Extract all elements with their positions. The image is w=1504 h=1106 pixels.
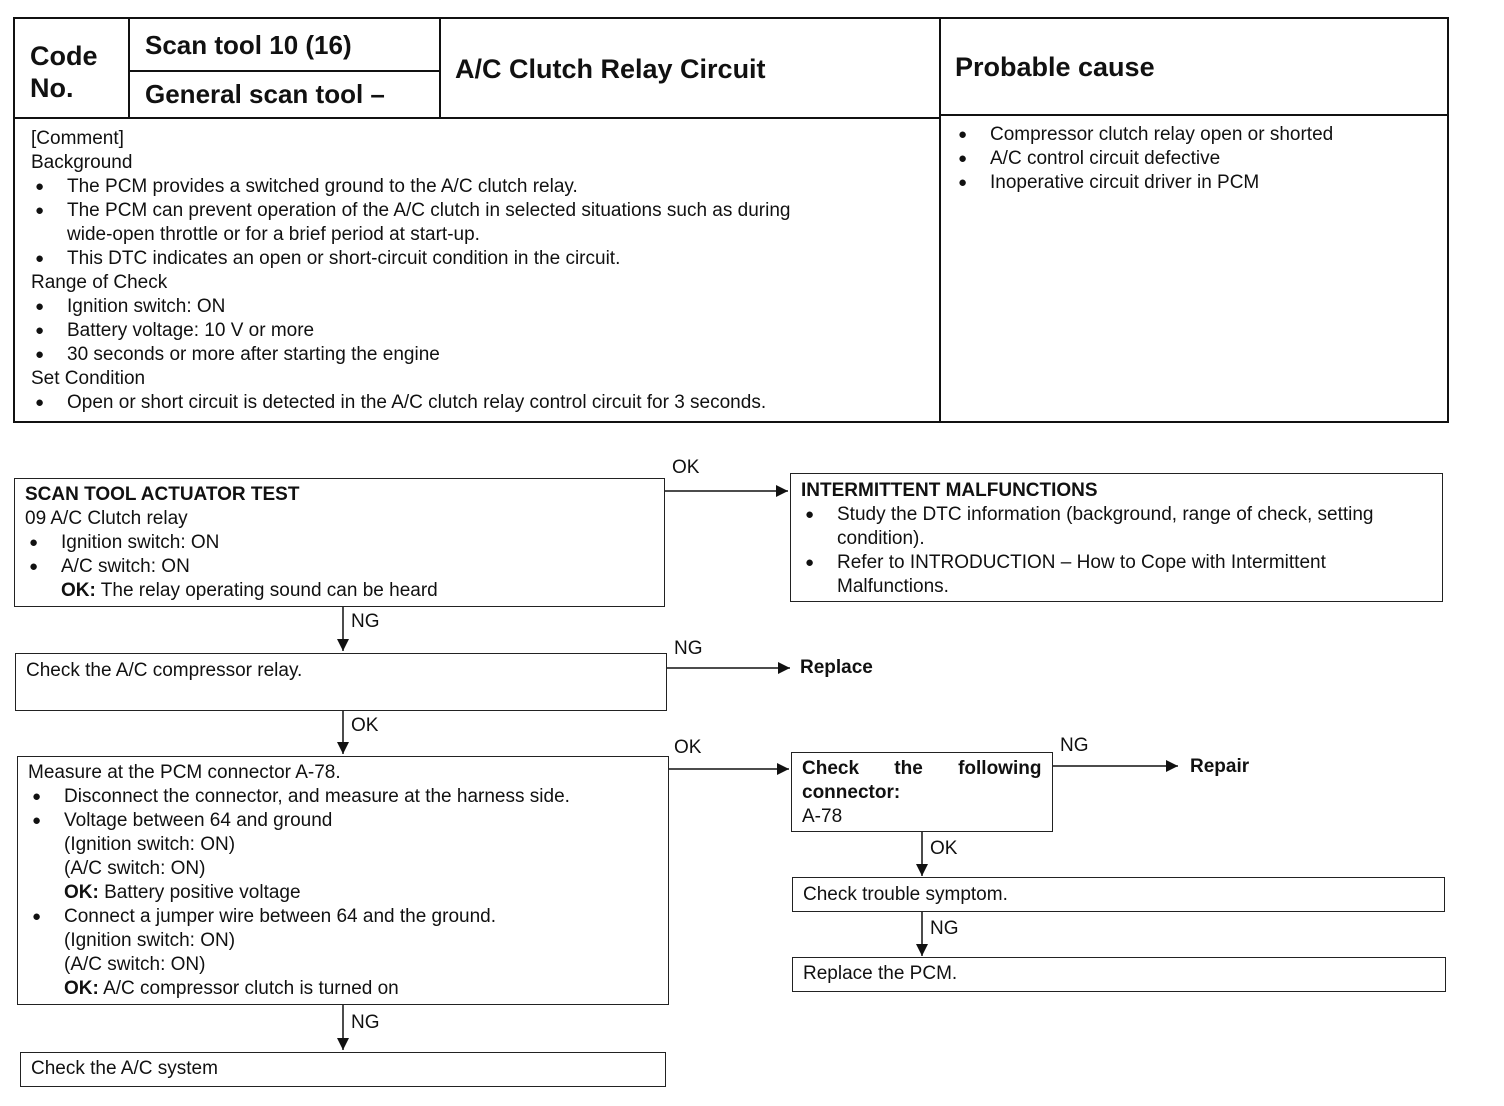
intermittent-box bbox=[790, 473, 1443, 602]
range-item: ● 30 seconds or more after starting the engine bbox=[31, 343, 931, 367]
set-condition-item: ● Open or short circuit is detected in the A/C clutch relay control circuit for 3 seconds. bbox=[31, 391, 931, 415]
measure-ok bbox=[28, 977, 658, 1001]
measure-item: ● Voltage between 64 and ground bbox=[28, 809, 658, 833]
background-heading: Background bbox=[31, 152, 133, 173]
label-ok: OK bbox=[674, 737, 702, 758]
relay-check-box bbox=[15, 653, 667, 711]
ok-label: OK: bbox=[64, 882, 99, 903]
relay-check-text: Check the A/C compressor relay. bbox=[26, 660, 303, 681]
label-ng: NG bbox=[1060, 735, 1089, 756]
measure-condition: (A/C switch: ON) bbox=[64, 858, 206, 879]
connector-id: A-78 bbox=[802, 806, 843, 827]
measure-ok bbox=[28, 881, 658, 905]
label-ok: OK bbox=[672, 457, 700, 478]
measure-line: Measure at the PCM connector A-78. bbox=[28, 762, 341, 783]
actuator-test-line: 09 A/C Clutch relay bbox=[25, 508, 188, 529]
measure-item: ● Disconnect the connector, and measure at the harness side. bbox=[28, 785, 658, 809]
measure-box bbox=[17, 756, 669, 1005]
range-item: ● Battery voltage: 10 V or more bbox=[31, 319, 931, 343]
actuator-test-box bbox=[14, 478, 665, 607]
ac-system-box bbox=[20, 1052, 666, 1087]
connector-check-title: connector: bbox=[802, 782, 901, 803]
range-heading: Range of Check bbox=[31, 272, 168, 293]
connector-check-title: Check the following bbox=[802, 758, 1042, 779]
repair-action: Repair bbox=[1190, 756, 1250, 777]
measure-condition: (A/C switch: ON) bbox=[64, 954, 206, 975]
label-ng: NG bbox=[351, 611, 380, 632]
actuator-test-item: ● Ignition switch: ON bbox=[25, 531, 654, 555]
label-ng: NG bbox=[930, 918, 959, 939]
ok-text: Battery positive voltage bbox=[104, 882, 301, 903]
ok-text: A/C compressor clutch is turned on bbox=[103, 978, 399, 999]
connector-check-box bbox=[791, 752, 1053, 832]
actuator-test-item: ● A/C switch: ON bbox=[25, 555, 654, 579]
background-item-continued: wide-open throttle or for a brief period at start-up. bbox=[67, 224, 480, 245]
ok-text: The relay operating sound can be heard bbox=[100, 580, 438, 601]
replace-pcm-text: Replace the PCM. bbox=[803, 963, 958, 984]
replace-pcm-box bbox=[792, 957, 1446, 992]
intermittent-item: ● Refer to INTRODUCTION – How to Cope with Intermittent bbox=[801, 551, 1432, 575]
intermittent-item: ● Study the DTC information (background, range of check, setting bbox=[801, 503, 1432, 527]
comment-heading: [Comment] bbox=[31, 128, 124, 149]
code-no-label: Code No. bbox=[30, 41, 98, 103]
scan-tool-label: Scan tool 10 (16) bbox=[145, 30, 352, 60]
trouble-symptom-text: Check trouble symptom. bbox=[803, 884, 1008, 905]
background-item: ● The PCM provides a switched ground to the A/C clutch relay. bbox=[31, 175, 931, 199]
set-condition-heading: Set Condition bbox=[31, 368, 146, 389]
label-ng: NG bbox=[351, 1012, 380, 1033]
ok-label: OK: bbox=[61, 580, 96, 601]
trouble-symptom-box bbox=[792, 877, 1445, 912]
label-ng: NG bbox=[674, 638, 703, 659]
label-ok: OK bbox=[351, 715, 379, 736]
ok-label: OK: bbox=[64, 978, 99, 999]
measure-item: ● Connect a jumper wire between 64 and the ground. bbox=[28, 905, 658, 929]
replace-action: Replace bbox=[800, 657, 873, 678]
actuator-test-ok bbox=[25, 579, 654, 603]
intermittent-title: INTERMITTENT MALFUNCTIONS bbox=[801, 480, 1098, 501]
probable-cause-heading: Probable cause bbox=[955, 52, 1155, 82]
range-item: ● Ignition switch: ON bbox=[31, 295, 931, 319]
probable-cause-item: ● A/C control circuit defective bbox=[954, 147, 1434, 171]
intermittent-item-continued: Malfunctions. bbox=[837, 576, 949, 597]
measure-condition: (Ignition switch: ON) bbox=[64, 834, 236, 855]
measure-condition: (Ignition switch: ON) bbox=[64, 930, 236, 951]
intermittent-item-continued: condition). bbox=[837, 528, 925, 549]
general-scan-tool-label: General scan tool – bbox=[145, 79, 385, 109]
background-item: ● The PCM can prevent operation of the A/C clutch in selected situations such as during bbox=[31, 199, 931, 223]
background-item: ● This DTC indicates an open or short-circuit condition in the circuit. bbox=[31, 247, 931, 271]
label-ok: OK bbox=[930, 838, 958, 859]
page-title: A/C Clutch Relay Circuit bbox=[455, 54, 766, 84]
actuator-test-title: SCAN TOOL ACTUATOR TEST bbox=[25, 484, 300, 505]
ac-system-text: Check the A/C system bbox=[31, 1058, 218, 1079]
probable-cause-item: ● Inoperative circuit driver in PCM bbox=[954, 171, 1434, 195]
probable-cause-item: ● Compressor clutch relay open or shorted bbox=[954, 123, 1434, 147]
